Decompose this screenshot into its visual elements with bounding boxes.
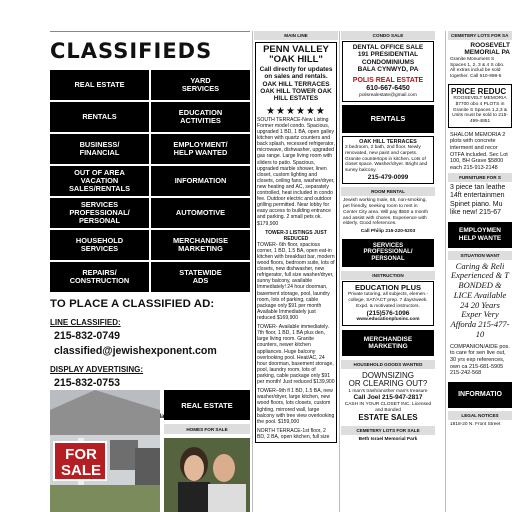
legal-notice-text: 1818-20 N. Front Street (450, 421, 501, 427)
legal-notices-header: LEGAL NOTICES (448, 411, 512, 420)
polis-name: POLIS REAL ESTATE (352, 76, 424, 84)
house-for-sale-image (50, 390, 160, 512)
downsizing-details: CASH IN YOUR CLOSET INC. Licensed and Bonded (344, 401, 432, 413)
cemetery-lots-header: CEMETERY LOTS FOR SALE (341, 426, 435, 435)
companion-aide-ad: COMPANION/AIDE pos. to care for sen live out, 30 yrs exp references, own ca 215-681-5905 215-242-568 (450, 343, 510, 377)
dental-office-text: DENTAL OFFICE SALE 191 PRESIDENTIAL CONDOMINIUMS BALA CYNWYD, PA (352, 44, 424, 74)
situation-wanted-header: SITUATION WANT (448, 251, 512, 260)
couple-photo (164, 438, 250, 512)
information-section-bar[interactable]: INFORMATIO (448, 382, 512, 408)
tower-listing-3: TOWER–9th fl 1 BD, 1.5 BA, new washer/dryer, large kitchen, new wood floors, lots closets, custom lighting, mirrored wall, large balcony with tree view overlooking the pool. $159,000 (257, 388, 335, 425)
category-button[interactable]: RENTALS (50, 102, 149, 132)
estate-sales-text: ESTATE SALES (358, 413, 418, 423)
condo-sale-header: CONDO SALE (341, 31, 435, 40)
category-button[interactable]: SERVICES PROFESSIONAL/ PERSONAL (50, 198, 149, 228)
category-button[interactable]: HOUSEHOLD SERVICES (50, 230, 149, 260)
category-button[interactable]: OUT OF AREA VACATION SALES/RENTALS (50, 166, 149, 196)
main-line-column (254, 31, 338, 512)
education-plus-website[interactable]: www.educationplusinc.com (356, 317, 420, 323)
column-divider (339, 31, 340, 512)
services-section-bar[interactable]: SERVICES PROFESSIONAL/ PERSONAL (342, 239, 434, 267)
price-reduced-ad (448, 84, 512, 128)
roosevelt-title: ROOSEVELT (470, 42, 510, 49)
dental-office-ad (342, 41, 434, 102)
category-button[interactable]: AUTOMOTIVE (151, 198, 250, 228)
column-divider (445, 31, 446, 512)
roosevelt-subtitle: MEMORIAL PA (464, 49, 510, 57)
education-plus-text: Private tutoring, all subjects, elemen.-college, SAT/ACT prep. 7 days/week. Expd. & motivated instructors. (348, 292, 428, 309)
rentals-section-bar[interactable]: RENTALS (342, 105, 434, 133)
roosevelt-text: Granite Monument S Spaces 1, 2, 3 & 4 S obo. All extras includ be sold together. Call 610-998-5 (450, 56, 505, 80)
line-classified-label: LINE CLASSIFIED: (50, 318, 121, 327)
penn-valley-ad (255, 42, 337, 443)
education-plus-title: EDUCATION PLUS (354, 282, 422, 292)
tower-listings-heading: TOWER-3 LISTINGS JUST REDUCED (265, 229, 327, 242)
category-button[interactable]: BUSINESS/ FINANCIAL (50, 134, 149, 164)
page-title: CLASSIFIEDS (50, 39, 213, 63)
beth-israel-text: Beth Israel Memorial Park (358, 436, 418, 442)
room-rental-header: ROOM RENTAL (341, 187, 435, 196)
right-column (448, 31, 512, 512)
deadline-display: Fridays (149, 414, 172, 420)
column-divider (252, 31, 253, 512)
category-button[interactable]: REAL ESTATE (50, 70, 149, 100)
instruction-header: INSTRUCTION (341, 271, 435, 280)
downsizing-subtitle: 1 man's trash/another man's treasure (348, 388, 428, 394)
oak-hill-heading: OAK HILL TERRACES (359, 138, 417, 145)
condo-sale-column (341, 31, 435, 512)
household-goods-header: HOUSEHOLD GOODS WANTED (341, 360, 435, 369)
price-reduced-text: ROOSEVELT MEMORIA $7700 obo 4 PLOTS in Granite S Spaces 1,2,3 & Units must be sold to 215-499-4851 (452, 96, 508, 125)
shalom-memorial-ad: SHALOM MEMORIA 2 plots with concrete interment and recor OTFA included. Sec Lot 100, BH Grave $5800 each 215-913-2148 (450, 131, 508, 171)
star-divider: ★★★★★★ (266, 105, 326, 117)
line-phone[interactable]: 215-832-0749 (54, 330, 120, 342)
for-sale-sign-text: FOR SALE (60, 446, 101, 479)
room-rental-text: Jewish working male, 65, non-smoking, pet friendly, seeking room to rent in Center City area. Will pay $550 a month and assist with chores. Experience with elderly. Good references. (343, 198, 429, 227)
main-line-header: MAIN LINE (254, 31, 338, 40)
line-email[interactable]: classified@jewishexponent.com (54, 345, 217, 357)
downsizing-title: DOWNSIZING OR CLEARING OUT? (348, 370, 428, 389)
category-button[interactable]: REPAIRS/ CONSTRUCTION (50, 262, 149, 292)
tower-listing-1: TOWER- 6th floor, spacious corner, 1 BD, 1.5 BA, open eat-in kitchen with breakfast bar, modern wood floors, bedroom suite, lots of closets, new dishwasher, new refrigerator, full size washer/dryer, sunny balcony, available Immediately! 24 hour doorman, basement storage, pool, laundry room, lots of parking, cable package only $91 per month Available Immediately just reduced $169,900 (257, 241, 335, 322)
roosevelt-ad (448, 40, 512, 82)
tower-listing-2: TOWER- Available immediately. 7th floor, 1 BD, 1 BA plus den, large living room. Granite counters, newer kitchen appliances. Huge balcony overlooking pool. Heat/AC, 24 hour doorman, basement storage, pool, laundry room, lots of parking, cable package only $91 per month! Just reduced $139,900 (257, 324, 335, 386)
couple-illustration (164, 438, 250, 512)
piano-ad: 3 piece tan leathe 14ft entertainmen Spinet piano. Mu like new! 215-67 (450, 184, 506, 216)
price-reduced-title: PRICE REDUC (451, 86, 507, 96)
north-terrace-listing: NORTH TERRACE-1st floor, 2 BD, 2 BA, open kitchen, full size (257, 427, 330, 440)
real-estate-section-bar[interactable]: REAL ESTATE (164, 390, 250, 420)
place-ad-heading: TO PLACE A CLASSIFIED AD: (50, 298, 215, 310)
polis-email[interactable]: polisrealestate@gmail.com (359, 92, 417, 98)
south-terrace-listing: SOUTH TERRACE-New Listing Former model condo. Spacious, upgraded 1 BD, 1 BA, open galley kitchen with quartz counters and back splash, recessed refrigerator, microwave, dishwasher, upgraded gas range. Large living room with sliders to patio. Spacious, upgraded marble shower, linen closet, custom lighting and closets, ceiling fans, washer/dryer, new heating and AC, separately controlled, heat included in condo fee. Outdoor electric and outdoor grilling permitted. Near lobby for easy access to building entrance and parking. 2 small pets ok. $179,900 (257, 116, 335, 227)
merchandise-section-bar[interactable]: MERCHANDISE MARKETING (342, 330, 434, 356)
polis-phone[interactable]: 610-667-6450 (366, 84, 410, 92)
employment-section-bar[interactable]: EMPLOYMEN HELP WANTE (448, 222, 512, 248)
downsizing-call[interactable]: Call Joel 215-947-2817 (353, 394, 423, 402)
category-button[interactable]: EMPLOYMENT/ HELP WANTED (151, 134, 250, 164)
oak-hill-phone[interactable]: 215-479-0099 (367, 173, 409, 181)
category-button[interactable]: EDUCATION ACTIVITIES (151, 102, 250, 132)
display-advertising-label: DISPLAY ADVERTISING: (50, 365, 144, 374)
category-grid (50, 70, 250, 292)
furniture-header: FURNITURE FOR S (448, 173, 512, 182)
category-button[interactable]: INFORMATION (151, 166, 250, 196)
left-column (50, 36, 250, 420)
downsizing-ad (342, 370, 434, 425)
category-button[interactable]: STATEWIDE ADS (151, 262, 250, 292)
homes-for-sale-header: HOMES FOR SALE (164, 424, 250, 434)
display-phone[interactable]: 215-832-0753 (54, 377, 120, 389)
penn-valley-title: PENN VALLEY "OAK HILL" (263, 44, 329, 65)
education-plus-phone[interactable]: (215)576-1096 (366, 309, 410, 317)
oak-hill-text: 2 bedroom, 2 bath, 2nd floor. Newly renovated, new paint and carpets. Granite countertops in kitchen. Lots of closet space. Washer/dryer. Bright and sunny balcony. (345, 145, 428, 174)
education-plus-ad (342, 281, 434, 326)
top-rule (50, 31, 250, 32)
category-button[interactable]: MERCHANDISE MARKETING (151, 230, 250, 260)
cemetery-lots-header-right: CEMETERY LOTS FOR SA (448, 31, 512, 40)
category-button[interactable]: YARD SERVICES (151, 70, 250, 100)
caring-reliable-ad: Caring & Reli Experienced & T BONDED & LICE Available 24 20 Years Exper Very Afforda 215-477-10 (450, 260, 510, 339)
room-rental-phone[interactable]: Call Philip 215-220-5203 (360, 229, 416, 234)
oak-hill-terraces-ad (342, 136, 434, 185)
penn-valley-subtitle: Call directly for updates on sales and rentals. OAK HILL TERRACES OAK HILL TOWER OAK HILL ESTATES (259, 65, 333, 103)
